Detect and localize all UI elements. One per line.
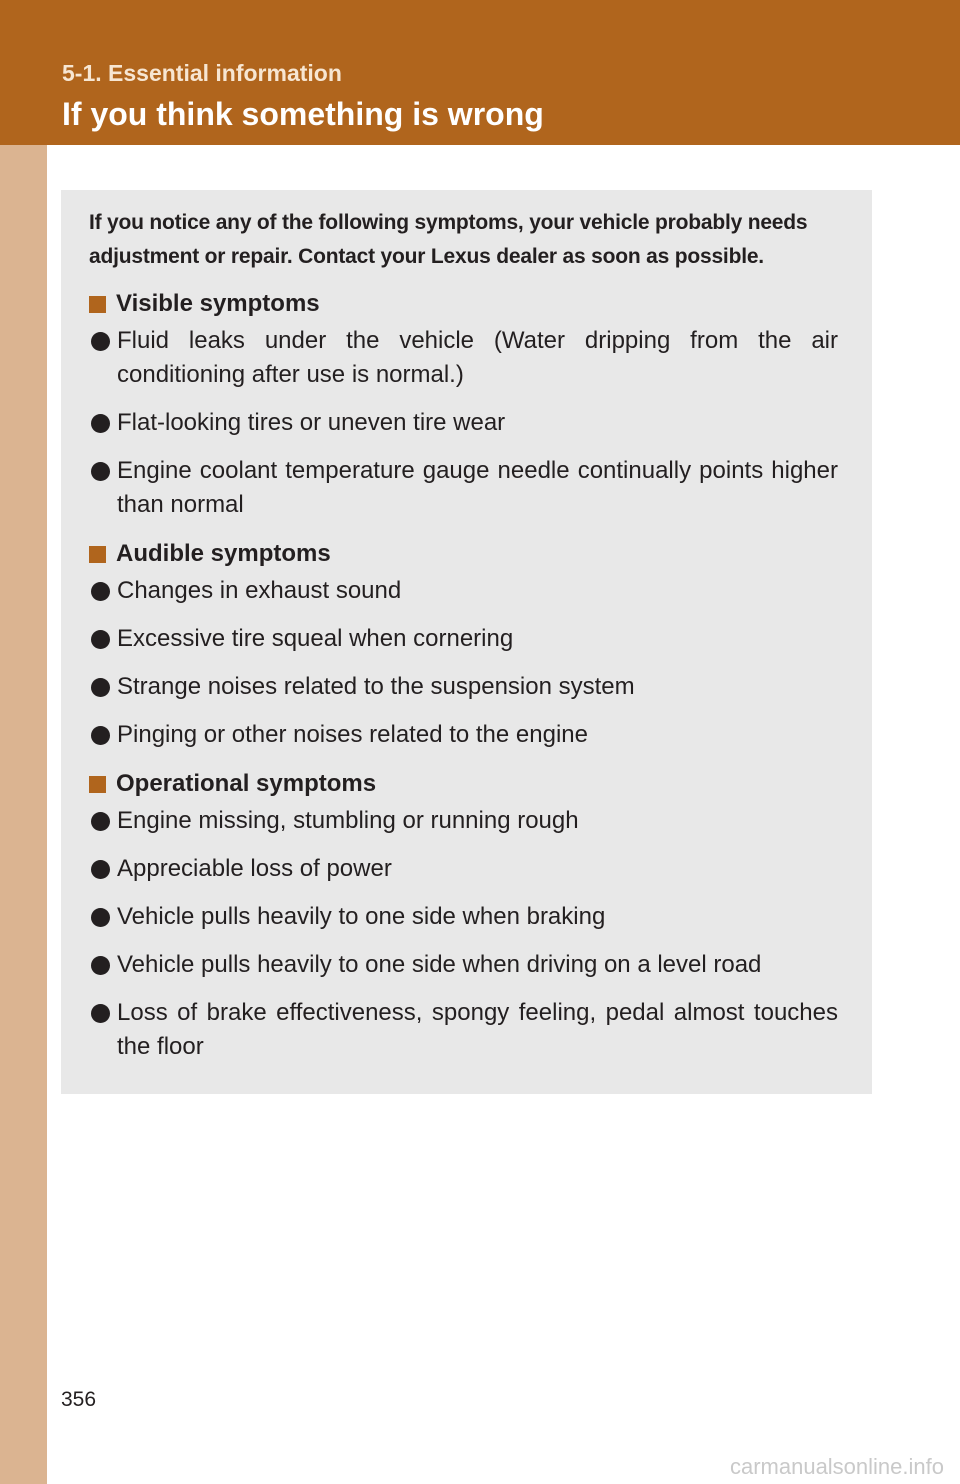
list-item-text: Appreciable loss of power: [117, 855, 392, 882]
symptom-list: [89, 574, 838, 752]
bullet-icon: [89, 324, 117, 392]
group-heading-label: Audible symptoms: [116, 540, 331, 567]
square-bullet-icon: [89, 296, 106, 313]
bullet-icon: [89, 804, 117, 838]
list-item: [89, 804, 838, 838]
list-item: [89, 454, 838, 522]
list-item-text: Loss of brake effectiveness, spongy feeling, pedal almost touches the floor: [117, 999, 838, 1060]
list-item: [89, 574, 838, 608]
page-title: If you think something is wrong: [62, 96, 544, 132]
symptom-list: [89, 804, 838, 1064]
bullet-icon: [89, 852, 117, 886]
square-bullet-icon: [89, 546, 106, 563]
bullet-icon: [89, 454, 117, 522]
list-item: [89, 324, 838, 392]
group-operational-symptoms: [89, 766, 838, 1064]
bullet-icon: [89, 718, 117, 752]
square-bullet-icon: [89, 776, 106, 793]
list-item: [89, 852, 838, 886]
list-item-text: Vehicle pulls heavily to one side when driving on a level road: [117, 951, 762, 978]
page-number: 356: [61, 1388, 97, 1411]
list-item-text: Engine coolant temperature gauge needle continually points higher than normal: [117, 457, 838, 518]
list-item: [89, 718, 838, 752]
bullet-icon: [89, 670, 117, 704]
group-heading: [89, 536, 838, 572]
bullet-icon: [89, 996, 117, 1064]
list-item-text: Engine missing, stumbling or running rough: [117, 807, 579, 834]
group-heading: [89, 286, 838, 322]
symptom-list: [89, 324, 838, 522]
symptoms-box: [61, 190, 872, 1094]
list-item-text: Strange noises related to the suspension system: [117, 673, 635, 700]
list-item-text: Pinging or other noises related to the engine: [117, 721, 588, 748]
watermark: carmanualsonline.info: [729, 1454, 944, 1479]
group-visible-symptoms: [89, 286, 838, 522]
intro-text: If you notice any of the following symptoms, your vehicle probably needs adjustment or repair. Contact your Lexus dealer as soon as possible.: [89, 211, 808, 268]
header-bar: [0, 0, 960, 145]
list-item: [89, 622, 838, 656]
bullet-icon: [89, 574, 117, 608]
list-item: [89, 406, 838, 440]
group-heading: [89, 766, 838, 802]
list-item: [89, 948, 838, 982]
bullet-icon: [89, 900, 117, 934]
list-item: [89, 900, 838, 934]
bullet-icon: [89, 406, 117, 440]
bullet-icon: [89, 948, 117, 982]
list-item-text: Flat-looking tires or uneven tire wear: [117, 409, 506, 436]
group-heading-label: Operational symptoms: [116, 770, 377, 797]
list-item-text: Excessive tire squeal when cornering: [117, 625, 514, 652]
list-item-text: Changes in exhaust sound: [117, 577, 402, 604]
section-label: 5-1. Essential information: [62, 60, 342, 86]
side-strip: [0, 145, 47, 1484]
list-item-text: Vehicle pulls heavily to one side when braking: [117, 903, 606, 930]
list-item: [89, 670, 838, 704]
group-heading-label: Visible symptoms: [116, 290, 320, 317]
list-item: [89, 996, 838, 1064]
list-item-text: Fluid leaks under the vehicle (Water dripping from the air conditioning after use is normal.): [117, 327, 838, 388]
group-audible-symptoms: [89, 536, 838, 752]
bullet-icon: [89, 622, 117, 656]
